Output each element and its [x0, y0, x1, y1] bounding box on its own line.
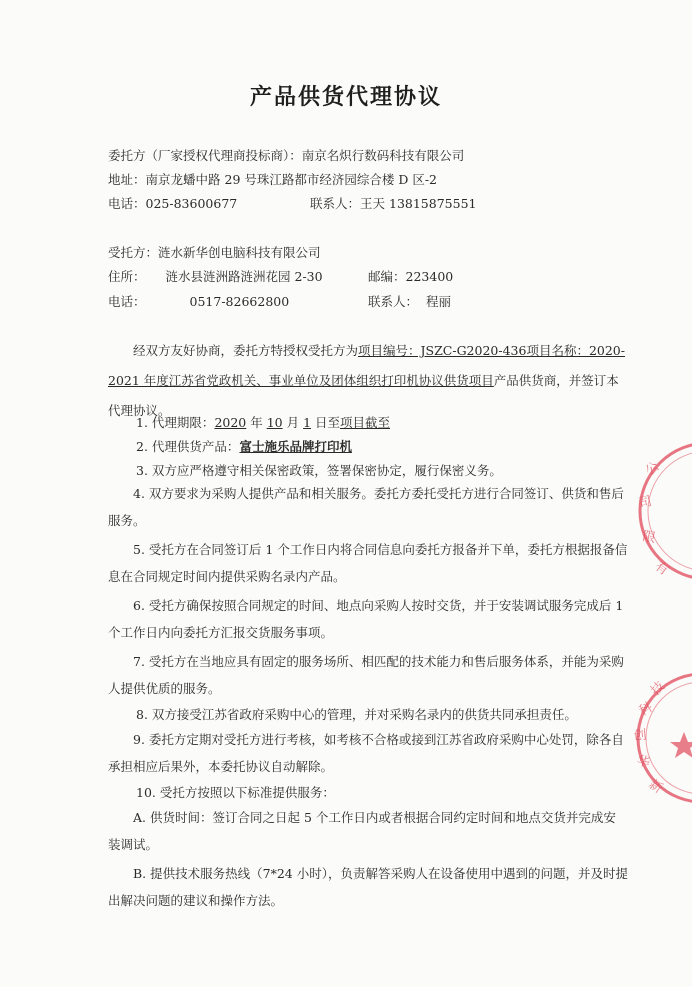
clause-text: 双方应严格遵守相关保密政策，签署保密协定，履行保密义务。 [151, 463, 502, 478]
svg-text:新: 新 [645, 776, 665, 797]
clause-number: 8. [136, 707, 148, 722]
term-day: 1 [303, 415, 312, 430]
agent-address-label: 住所： [108, 269, 146, 284]
term-text: 年 [246, 415, 267, 430]
clause-1 [136, 414, 390, 432]
svg-text:司: 司 [637, 494, 654, 512]
principal-line [108, 147, 464, 165]
clause-number: 2. [136, 439, 148, 454]
principal-label: 委托方（厂家授权代理商投标商）： [108, 148, 302, 163]
company-seal-bottom [612, 672, 692, 804]
clause-text: 受托方按照以下标准提供服务： [159, 785, 335, 800]
agent-name: 涟水新华创电脑科技有限公司 [158, 245, 321, 260]
clause-text: 受托方在当地应具有固定的服务场所、相匹配的技术能力和售后服务体系，并能为采购人提供优质的服务。 [108, 654, 624, 696]
svg-text:技: 技 [648, 679, 669, 699]
principal-phone-label: 电话： [108, 196, 146, 211]
intro-text-1: 经双方友好协商，委托方特授权受托方为 [133, 343, 359, 358]
svg-text:有: 有 [651, 558, 671, 579]
clause-7 [108, 648, 628, 702]
principal-address: 南京龙蟠中路 29 号珠江路都市经济园综合楼 D 区-2 [145, 172, 438, 187]
principal-address-label: 地址： [108, 172, 146, 187]
clause-prefix: 代理供货产品： [151, 439, 240, 454]
clause-number: 3. [136, 463, 148, 478]
term-text: 月 [282, 415, 304, 430]
clause-6 [108, 592, 628, 646]
clause-text: 受托方在合同签订后 1 个工作日内将合同信息向委托方报备并下单，委托方根据报备信息在合同规定时间内提供采购名录内产品。 [108, 542, 628, 584]
agent-postcode: 223400 [405, 269, 454, 284]
agent-contact: 程丽 [426, 294, 452, 309]
agent-postcode-line [368, 268, 453, 286]
svg-text:创: 创 [633, 727, 648, 744]
clause-text: 提供技术服务热线（7*24 小时），负责解答采购人在设备使用中遇到的问题，并及时提出解决问题的建议和操作方法。 [108, 866, 628, 908]
agent-address-line [108, 268, 323, 286]
principal-contact-label: 联系人： [310, 196, 361, 211]
agent-contact-label: 联系人： [368, 294, 419, 309]
clause-5 [108, 536, 628, 590]
principal-contact: 王天 13815875551 [360, 196, 477, 211]
intro-paragraph [108, 336, 628, 426]
intro-text-2: 产品供货商，并签订本代理协议。 [108, 373, 619, 418]
clause-number: 5. [133, 542, 145, 557]
clause-a [108, 804, 628, 858]
term-text: 日至 [311, 415, 340, 430]
clause-prefix: 代理期限： [151, 415, 215, 430]
clause-text: 双方接受江苏省政府采购中心的管理，并对采购名录内的供货共同承担责任。 [151, 707, 577, 722]
company-seal-top [628, 436, 692, 586]
term-month: 10 [266, 415, 283, 430]
clause-number: 7. [133, 654, 145, 669]
agent-contact-line [368, 293, 451, 311]
clause-number: 4. [133, 486, 145, 501]
clause-number: B. [133, 866, 147, 881]
term-end: 项目截至 [340, 415, 391, 430]
clause-10 [136, 784, 335, 802]
agent-phone-line [108, 293, 289, 311]
principal-contact-line [310, 195, 476, 213]
term-year: 2020 [214, 415, 247, 430]
agent-phone-label: 电话： [108, 294, 146, 309]
principal-phone-line [108, 195, 237, 213]
clause-text: 受托方确保按照合同规定的时间、地点向采购人按时交货，并于安装调试服务完成后 1 个工作日内向委托方汇报交货服务事项。 [108, 598, 624, 640]
svg-text:华: 华 [634, 753, 652, 772]
project-number: 项目编号：JSZC-G2020-436 [358, 343, 527, 358]
agent-phone: 0517-82662800 [189, 294, 290, 309]
project-name: 项目名称：2020-2021 年度江苏省党政机关、事业单位及团体组织打印机协议供货项目 [108, 343, 625, 388]
svg-text:限: 限 [641, 529, 657, 547]
document-title: 产品供货代理协议 [249, 84, 442, 110]
clause-9 [108, 726, 628, 780]
clause-number: 10. [136, 785, 156, 800]
clause-8 [136, 706, 577, 724]
clause-3 [136, 462, 502, 480]
principal-name: 南京名炽行数码科技有限公司 [301, 148, 465, 163]
clause-number: 6. [133, 598, 145, 613]
clause-4 [108, 480, 628, 534]
clause-text: 供货时间：签订合同之日起 5 个工作日内或者根据合同约定时间和地点交货并完成安装调试。 [108, 810, 616, 852]
clause-number: 1. [136, 415, 148, 430]
clause-text: 委托方定期对受托方进行考核，如考核不合格或接到江苏省政府采购中心处罚，除各自承担相应后果外，本委托协议自动解除。 [108, 732, 624, 774]
agent-label: 受托方： [108, 245, 159, 260]
clause-number: A. [133, 810, 147, 825]
agent-postcode-label: 邮编： [368, 269, 406, 284]
clause-number: 9. [133, 732, 145, 747]
agent-address: 涟水县涟洲路涟洲花园 2-30 [165, 269, 323, 284]
product-name: 富士施乐品牌打印机 [239, 439, 352, 454]
clause-2 [136, 438, 352, 456]
clause-b [108, 860, 628, 914]
clause-text: 双方要求为采购人提供产品和相关服务。委托方委托受托方进行合同签订、供货和售后服务。 [108, 486, 624, 528]
svg-text:科: 科 [636, 699, 656, 720]
principal-phone: 025-83600677 [145, 196, 238, 211]
agent-line [108, 244, 321, 262]
principal-address-line [108, 171, 437, 189]
svg-text:公: 公 [642, 459, 663, 480]
